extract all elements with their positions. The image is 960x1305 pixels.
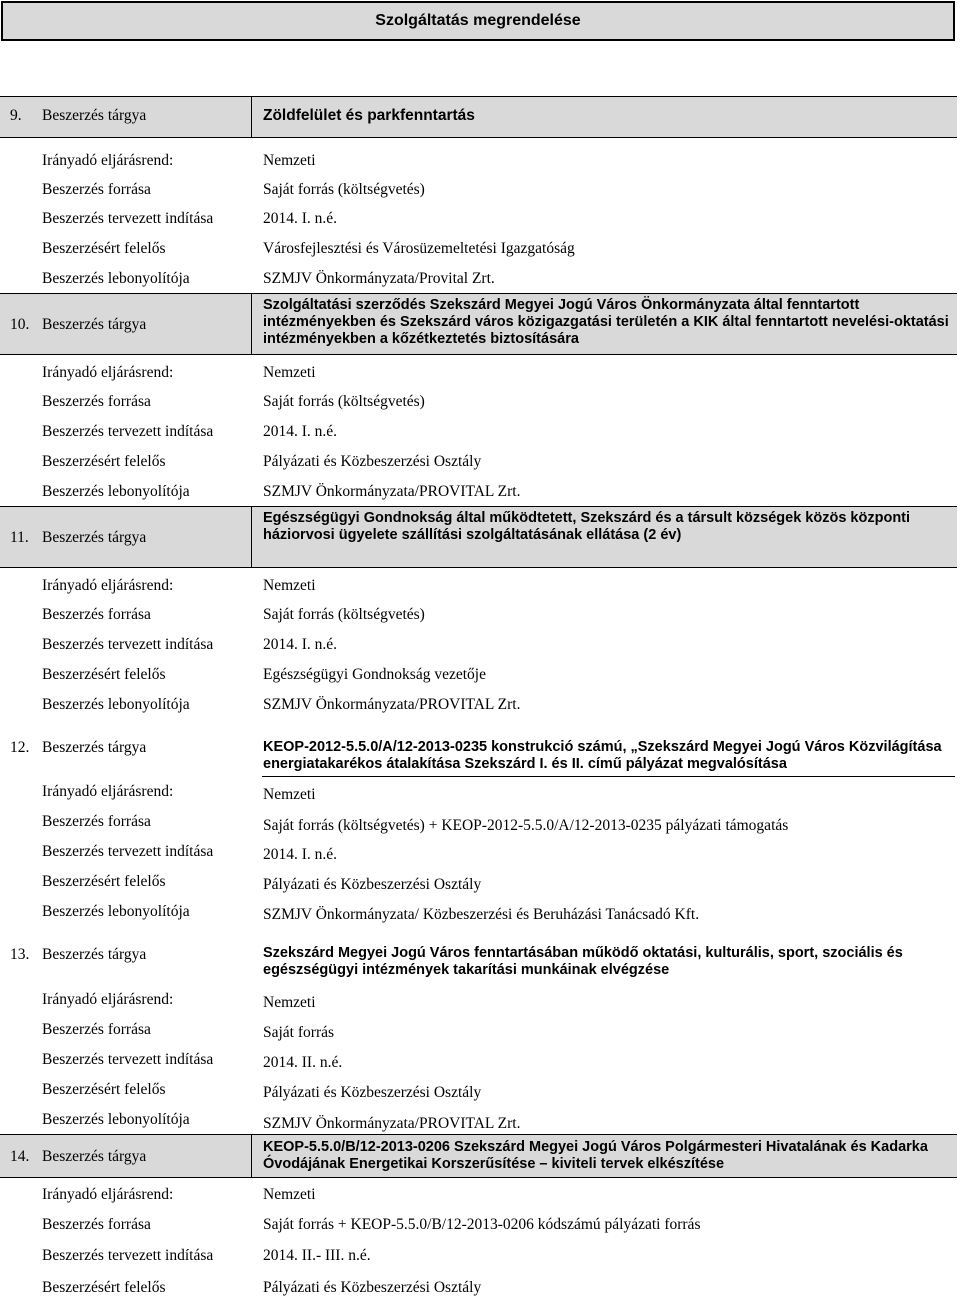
item-10-procedure: Nemzeti [263,364,316,381]
start-label: Beszerzés tervezett indítása [42,636,214,653]
item-11-organizer: SZMJV Önkormányzata/PROVITAL Zrt. [263,696,521,713]
item-13-responsible: Pályázati és Közbeszerzési Osztály [263,1084,482,1101]
item-number: 12. [10,739,30,756]
item-14-responsible: Pályázati és Közbeszerzési Osztály [263,1279,482,1296]
item-9-procedure: Nemzeti [263,152,316,169]
subject-label: Beszerzés tárgya [42,739,147,756]
item-13-procedure: Nemzeti [263,994,316,1011]
item-9-source: Saját forrás (költségvetés) [263,181,425,198]
start-label: Beszerzés tervezett indítása [42,843,214,860]
source-label: Beszerzés forrása [42,1216,151,1233]
page-title: Szolgáltatás megrendelése [1,1,955,41]
source-label: Beszerzés forrása [42,393,151,410]
responsible-label: Beszerzésért felelős [42,1279,166,1296]
subject-label: Beszerzés tárgya [42,107,147,124]
procedure-label: Irányadó eljárásrend: [42,783,174,800]
item-10-start: 2014. I. n.é. [263,423,338,440]
item-9-organizer: SZMJV Önkormányzata/Provital Zrt. [263,270,495,287]
item-14-subject: KEOP-5.5.0/B/12-2013-0206 Szekszárd Megyei Jogú Város Polgármesteri Hivatalának és Kadarka Óvodájának Energetikai Korszerűsítése – kiviteli tervek elkészítése [263,1139,928,1172]
item-10-responsible: Pályázati és Közbeszerzési Osztály [263,453,482,470]
procedure-label: Irányadó eljárásrend: [42,577,174,594]
item-14-start: 2014. II.- III. n.é. [263,1247,371,1264]
procedure-label: Irányadó eljárásrend: [42,152,174,169]
organizer-label: Beszerzés lebonyolítója [42,1111,190,1128]
item-10-subject: Szolgáltatási szerződés Szekszárd Megyei Jogú Város Önkormányzata által fenntartott intézményekben és Szekszárd város közigazgatási területén a KIK által fenntartott nevelési-oktatási intézményekben a kőzétkeztetés biztosítására [263,297,949,347]
item-13-source: Saját forrás [263,1024,335,1041]
procedure-label: Irányadó eljárásrend: [42,364,174,381]
subject-label: Beszerzés tárgya [42,316,147,333]
organizer-label: Beszerzés lebonyolítója [42,696,190,713]
source-label: Beszerzés forrása [42,181,151,198]
item-10-source: Saját forrás (költségvetés) [263,393,425,410]
item-9-responsible: Városfejlesztési és Városüzemeltetési Igazgatóság [263,240,575,257]
item-12-subject-underline [262,776,955,777]
organizer-label: Beszerzés lebonyolítója [42,903,190,920]
item-11-subject: Egészségügyi Gondnokság által működtetett, Szekszárd és a társult községek közös központi háziorvosi ügyelete szállítási szolgáltatásának ellátása (2 év) [263,510,911,543]
item-10-organizer: SZMJV Önkormányzata/PROVITAL Zrt. [263,483,521,500]
item-13-organizer: SZMJV Önkormányzata/PROVITAL Zrt. [263,1115,521,1132]
start-label: Beszerzés tervezett indítása [42,210,214,227]
source-label: Beszerzés forrása [42,606,151,623]
item-12-organizer: SZMJV Önkormányzata/ Közbeszerzési és Beruházási Tanácsadó Kft. [263,906,700,923]
item-11-responsible: Egészségügyi Gondnokság vezetője [263,666,486,683]
item-12-procedure: Nemzeti [263,786,316,803]
item-14-procedure: Nemzeti [263,1186,316,1203]
subject-label: Beszerzés tárgya [42,1148,147,1165]
responsible-label: Beszerzésért felelős [42,240,166,257]
start-label: Beszerzés tervezett indítása [42,1247,214,1264]
responsible-label: Beszerzésért felelős [42,1081,166,1098]
item-12-source: Saját forrás (költségvetés) + KEOP-2012-5.5.0/A/12-2013-0235 pályázati támogatás [263,817,789,834]
start-label: Beszerzés tervezett indítása [42,423,214,440]
item-11-source: Saját forrás (költségvetés) [263,606,425,623]
item-14-source: Saját forrás + KEOP-5.5.0/B/12-2013-0206 kódszámú pályázati forrás [263,1216,701,1233]
item-number: 13. [10,946,30,963]
procedure-label: Irányadó eljárásrend: [42,991,174,1008]
responsible-label: Beszerzésért felelős [42,666,166,683]
organizer-label: Beszerzés lebonyolítója [42,270,190,287]
item-number: 10. [10,316,30,333]
procedure-label: Irányadó eljárásrend: [42,1186,174,1203]
subject-label: Beszerzés tárgya [42,946,147,963]
responsible-label: Beszerzésért felelős [42,873,166,890]
item-number: 11. [10,529,29,546]
item-13-start: 2014. II. n.é. [263,1054,343,1071]
item-9-start: 2014. I. n.é. [263,210,338,227]
item-11-procedure: Nemzeti [263,577,316,594]
item-12-subject: KEOP-2012-5.5.0/A/12-2013-0235 konstrukció számú, „Szekszárd Megyei Jogú Város Közvilágítása energiatakarékos átalakítása Szekszárd I. és II. című pályázat megvalósítása [263,739,942,772]
item-number: 9. [10,107,22,124]
source-label: Beszerzés forrása [42,813,151,830]
responsible-label: Beszerzésért felelős [42,453,166,470]
item-12-start: 2014. I. n.é. [263,846,338,863]
item-12-responsible: Pályázati és Közbeszerzési Osztály [263,876,482,893]
item-11-start: 2014. I. n.é. [263,636,338,653]
item-9-subject: Zöldfelület és parkfenntartás [263,107,475,124]
subject-label: Beszerzés tárgya [42,529,147,546]
start-label: Beszerzés tervezett indítása [42,1051,214,1068]
item-number: 14. [10,1148,30,1165]
item-13-subject: Szekszárd Megyei Jogú Város fenntartásában működő oktatási, kulturális, sport, szociális és egészségügyi intézmények takarítási munkáinak elvégzése [263,945,903,978]
organizer-label: Beszerzés lebonyolítója [42,483,190,500]
source-label: Beszerzés forrása [42,1021,151,1038]
